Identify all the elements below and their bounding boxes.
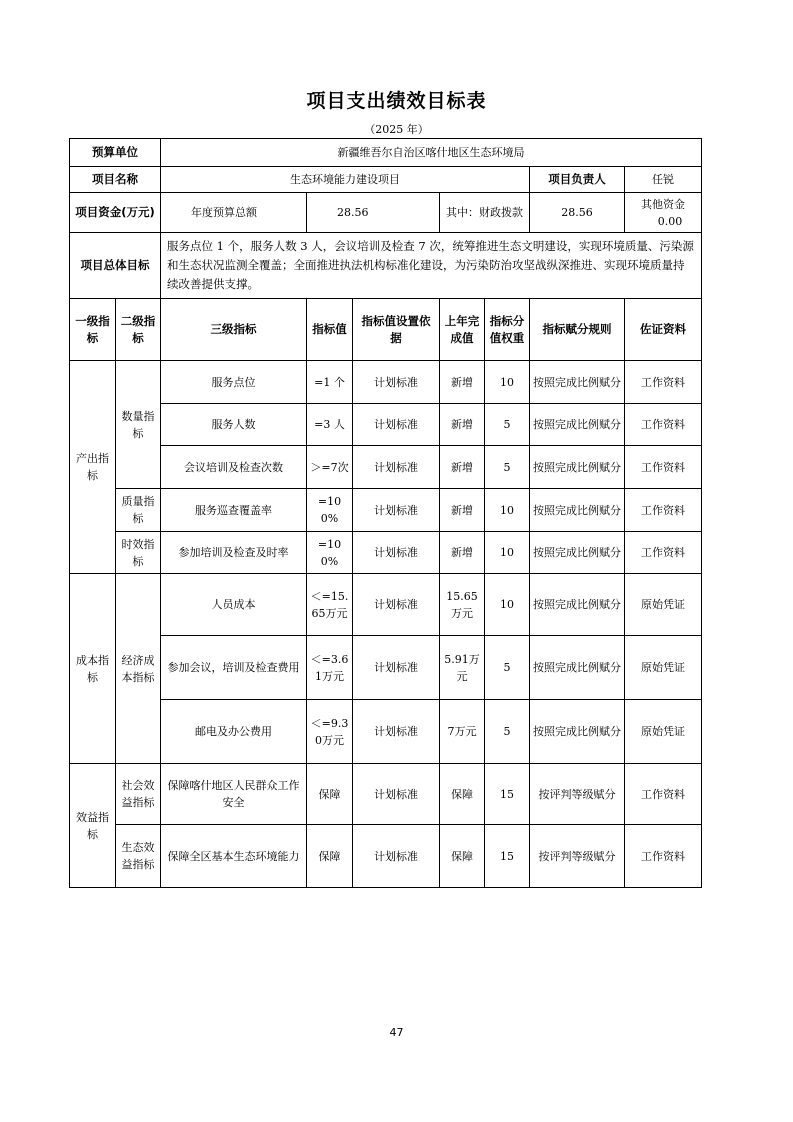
- fiscal-label: 其中：财政拨款: [440, 193, 530, 233]
- indicator-rule: 按照完成比例赋分: [530, 700, 625, 764]
- page-number: 47: [389, 1026, 404, 1039]
- indicator-rule: 按评判等级赋分: [530, 825, 625, 888]
- budget-unit-row: [70, 139, 702, 167]
- header-level3: 三级指标: [161, 299, 307, 361]
- indicator-evidence: 工作资料: [625, 404, 702, 446]
- indicator-rule: 按照完成比例赋分: [530, 574, 625, 636]
- indicator-name: 保障喀什地区人民群众工作安全: [161, 764, 307, 825]
- indicator-weight: 10: [485, 574, 530, 636]
- overall-goal-text: 服务点位 1 个，服务人数 3 人，会议培训及检查 7 次，统筹推进生态文明建设，实现环境质量、污染源和生态状况监测全覆盖；全面推进执法机构标准化建设，为污染防治攻坚战纵深推进、实现环境质量持续改善提供支撑。: [161, 233, 702, 299]
- table-row: [70, 700, 702, 764]
- l2-social-benefit: 社会效益指标: [116, 764, 161, 825]
- table-row: [70, 825, 702, 888]
- indicator-name: 保障全区基本生态环境能力: [161, 825, 307, 888]
- indicator-weight: 10: [485, 532, 530, 574]
- indicator-prev: 保障: [440, 764, 485, 825]
- indicator-name: 服务人数: [161, 404, 307, 446]
- indicator-evidence: 原始凭证: [625, 574, 702, 636]
- indicator-rule: 按照完成比例赋分: [530, 446, 625, 489]
- year-label: （2025 年）: [364, 123, 429, 136]
- indicator-basis: 计划标准: [353, 574, 440, 636]
- indicator-basis: 计划标准: [353, 404, 440, 446]
- indicator-prev: 5.91万元: [440, 636, 485, 700]
- indicator-basis: 计划标准: [353, 446, 440, 489]
- indicator-name: 会议培训及检查次数: [161, 446, 307, 489]
- l2-quality: 质量指标: [116, 489, 161, 532]
- indicator-evidence: 原始凭证: [625, 700, 702, 764]
- l2-timeliness: 时效指标: [116, 532, 161, 574]
- indicator-rule: 按照完成比例赋分: [530, 636, 625, 700]
- project-name-label: 项目名称: [70, 167, 161, 193]
- table-row: [70, 574, 702, 636]
- l2-eco-benefit: 生态效益指标: [116, 825, 161, 888]
- header-rule: 指标赋分规则: [530, 299, 625, 361]
- indicator-value: =100%: [307, 489, 353, 532]
- indicator-prev: 保障: [440, 825, 485, 888]
- indicator-evidence: 工作资料: [625, 446, 702, 489]
- indicator-prev: 新增: [440, 489, 485, 532]
- indicator-basis: 计划标准: [353, 636, 440, 700]
- l1-output: 产出指标: [70, 361, 116, 574]
- page-title: 项目支出绩效目标表: [306, 90, 487, 112]
- overall-goal-row: [70, 233, 702, 299]
- project-name-value: 生态环境能力建设项目: [161, 167, 530, 193]
- indicator-rule: 按照完成比例赋分: [530, 532, 625, 574]
- indicator-weight: 10: [485, 361, 530, 404]
- indicator-rule: 按照完成比例赋分: [530, 489, 625, 532]
- indicator-rule: 按照完成比例赋分: [530, 404, 625, 446]
- project-fund-label: 项目资金(万元): [70, 193, 161, 233]
- performance-table: [69, 138, 702, 888]
- indicator-name: 服务巡查覆盖率: [161, 489, 307, 532]
- indicator-evidence: 工作资料: [625, 361, 702, 404]
- indicator-prev: 新增: [440, 404, 485, 446]
- indicator-basis: 计划标准: [353, 532, 440, 574]
- indicator-rule: 按评判等级赋分: [530, 764, 625, 825]
- l1-benefit: 效益指标: [70, 764, 116, 888]
- indicator-evidence: 原始凭证: [625, 636, 702, 700]
- header-level2: 二级指标: [116, 299, 161, 361]
- indicator-basis: 计划标准: [353, 764, 440, 825]
- overall-goal-label: 项目总体目标: [70, 233, 161, 299]
- indicator-value: =3 人: [307, 404, 353, 446]
- annual-total-label: 年度预算总额: [161, 193, 307, 233]
- indicator-value: =100%: [307, 532, 353, 574]
- indicator-weight: 15: [485, 825, 530, 888]
- indicator-weight: 10: [485, 489, 530, 532]
- table-row: [70, 446, 702, 489]
- indicator-weight: 5: [485, 446, 530, 489]
- indicator-weight: 15: [485, 764, 530, 825]
- l2-economic-cost: 经济成本指标: [116, 574, 161, 764]
- indicator-value: =1 个: [307, 361, 353, 404]
- indicator-weight: 5: [485, 636, 530, 700]
- table-row: [70, 489, 702, 532]
- indicator-weight: 5: [485, 404, 530, 446]
- l1-cost: 成本指标: [70, 574, 116, 764]
- indicator-evidence: 工作资料: [625, 489, 702, 532]
- l2-quantity: 数量指标: [116, 361, 161, 489]
- project-leader-value: 任锐: [625, 167, 702, 193]
- fiscal-value: 28.56: [530, 193, 625, 233]
- table-row: [70, 404, 702, 446]
- indicator-value: 保障: [307, 825, 353, 888]
- indicator-value: ＞=7次: [307, 446, 353, 489]
- table-row: [70, 532, 702, 574]
- indicator-basis: 计划标准: [353, 361, 440, 404]
- other-funds-label: 其他资金: [641, 197, 686, 211]
- indicator-prev: 新增: [440, 361, 485, 404]
- header-weight: 指标分值权重: [485, 299, 530, 361]
- indicator-value: 保障: [307, 764, 353, 825]
- indicator-evidence: 工作资料: [625, 764, 702, 825]
- indicator-name: 邮电及办公费用: [161, 700, 307, 764]
- other-funds-value: 0.00: [657, 214, 683, 228]
- indicator-basis: 计划标准: [353, 700, 440, 764]
- header-prev: 上年完成值: [440, 299, 485, 361]
- indicator-name: 人员成本: [161, 574, 307, 636]
- header-value: 指标值: [307, 299, 353, 361]
- header-row: [70, 299, 702, 361]
- indicator-value: ＜=15.65万元: [307, 574, 353, 636]
- header-basis: 指标值设置依据: [353, 299, 440, 361]
- header-evidence: 佐证资料: [625, 299, 702, 361]
- table-row: [70, 361, 702, 404]
- indicator-prev: 新增: [440, 446, 485, 489]
- header-level1: 一级指标: [70, 299, 116, 361]
- indicator-rule: 按照完成比例赋分: [530, 361, 625, 404]
- indicator-value: ＜=3.61万元: [307, 636, 353, 700]
- indicator-basis: 计划标准: [353, 825, 440, 888]
- indicator-weight: 5: [485, 700, 530, 764]
- indicator-evidence: 工作资料: [625, 532, 702, 574]
- indicator-basis: 计划标准: [353, 489, 440, 532]
- indicator-value: ＜=9.30万元: [307, 700, 353, 764]
- indicator-evidence: 工作资料: [625, 825, 702, 888]
- project-fund-row: [70, 193, 702, 233]
- indicator-prev: 7万元: [440, 700, 485, 764]
- budget-unit-label: 预算单位: [70, 139, 161, 167]
- indicator-prev: 新增: [440, 532, 485, 574]
- project-leader-label: 项目负责人: [530, 167, 625, 193]
- budget-unit-value: 新疆维吾尔自治区喀什地区生态环境局: [161, 139, 702, 167]
- indicator-name: 参加会议，培训及检查费用: [161, 636, 307, 700]
- project-name-row: [70, 167, 702, 193]
- table-row: [70, 636, 702, 700]
- other-funds-group: [625, 193, 702, 233]
- indicator-name: 服务点位: [161, 361, 307, 404]
- annual-total-value: 28.56: [307, 193, 440, 233]
- table-row: [70, 764, 702, 825]
- indicator-name: 参加培训及检查及时率: [161, 532, 307, 574]
- indicator-prev: 15.65万元: [440, 574, 485, 636]
